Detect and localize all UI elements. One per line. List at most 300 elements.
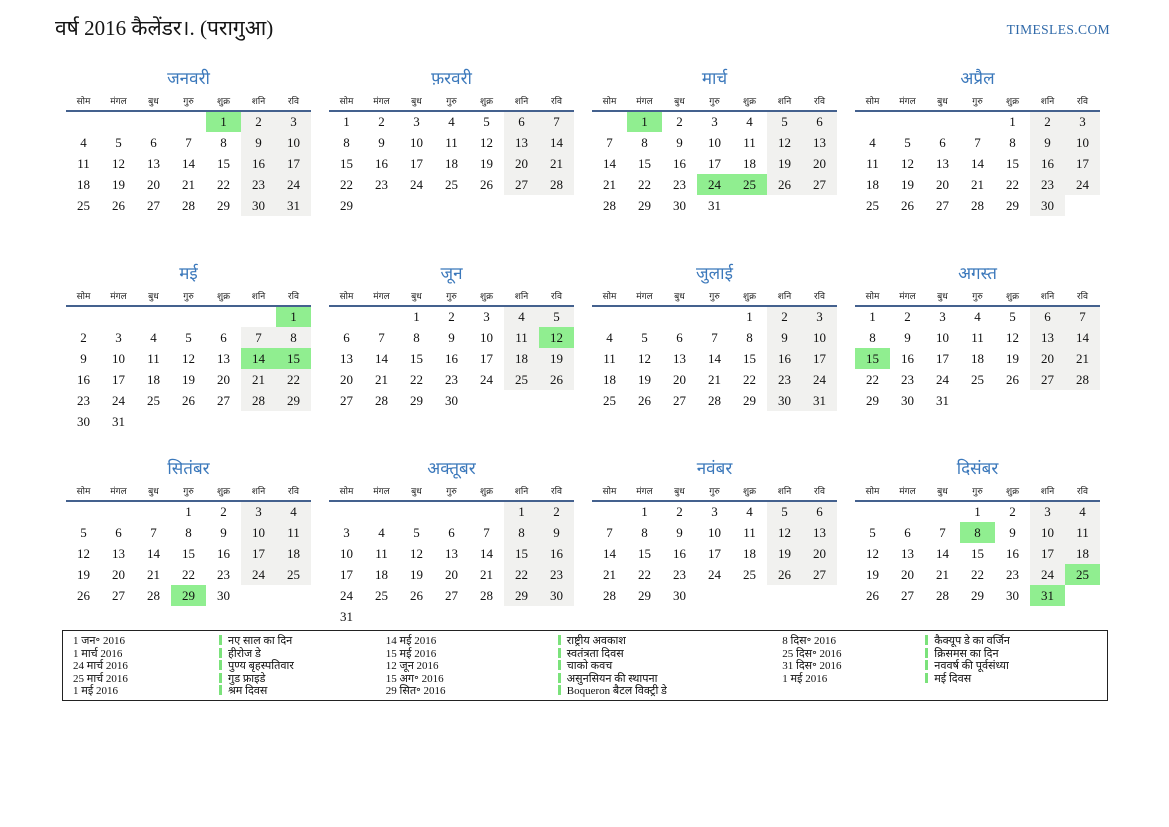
day-cell: 22 bbox=[1006, 176, 1019, 192]
day-cell: 30 bbox=[1006, 587, 1019, 603]
holiday-marker-icon bbox=[219, 635, 222, 645]
empty-cell bbox=[1030, 390, 1065, 411]
day-cell: 21 bbox=[375, 371, 388, 387]
day-cell: 27 bbox=[901, 587, 914, 603]
day-header: गुरु bbox=[171, 289, 206, 306]
month-grid-september bbox=[66, 484, 311, 606]
day-cell: 14 bbox=[480, 545, 493, 561]
day-cell: 21 bbox=[147, 566, 160, 582]
day-cell: 6 bbox=[802, 111, 837, 132]
day-cell: 9 bbox=[80, 350, 87, 366]
day-cell: 11 bbox=[276, 522, 311, 543]
day-cell: 10 bbox=[708, 134, 721, 150]
month-grid-november bbox=[592, 484, 837, 606]
legend-holiday-name: श्रम दिवस bbox=[219, 685, 386, 698]
day-cell: 8 bbox=[641, 134, 648, 150]
day-cell: 5 bbox=[1009, 309, 1016, 324]
day-cell: 16 bbox=[901, 350, 914, 366]
day-cell: 30 bbox=[673, 197, 686, 213]
day-cell: 3 bbox=[241, 501, 276, 522]
day-header: गुरु bbox=[171, 94, 206, 111]
day-cell: 12 bbox=[901, 155, 914, 171]
day-cell: 20 bbox=[217, 371, 230, 387]
day-cell: 13 bbox=[217, 350, 230, 366]
page-title: वर्ष 2016 कैलेंडर।. (परागुआ) bbox=[55, 16, 274, 40]
day-header: बुध bbox=[662, 94, 697, 111]
day-header: गुरु bbox=[960, 484, 995, 501]
day-cell: 30 bbox=[217, 587, 230, 603]
day-cell: 10 bbox=[241, 522, 276, 543]
empty-cell bbox=[136, 501, 171, 522]
day-cell: 20 bbox=[1030, 348, 1065, 369]
day-cell: 20 bbox=[901, 566, 914, 582]
empty-cell bbox=[855, 111, 890, 132]
day-cell: 28 bbox=[147, 587, 160, 603]
day-header: शुक्र bbox=[469, 289, 504, 306]
day-cell: 11 bbox=[866, 155, 879, 171]
holiday-marker-icon bbox=[219, 685, 222, 695]
day-cell: 5 bbox=[904, 134, 911, 150]
empty-cell bbox=[364, 501, 399, 522]
day-header: गुरु bbox=[697, 484, 732, 501]
day-cell: 20 bbox=[504, 153, 539, 174]
day-header: शनि bbox=[1030, 484, 1065, 501]
day-cell: 21 bbox=[182, 176, 195, 192]
day-cell: 27 bbox=[112, 587, 125, 603]
day-cell: 13 bbox=[504, 132, 539, 153]
day-cell: 18 bbox=[445, 155, 458, 171]
day-header: शनि bbox=[241, 94, 276, 111]
day-cell: 6 bbox=[115, 524, 122, 540]
day-header: रवि bbox=[539, 289, 574, 306]
day-cell: 3 bbox=[1065, 111, 1100, 132]
legend-date: 1 जन॰ 2016 bbox=[73, 635, 125, 647]
day-cell: 26 bbox=[901, 197, 914, 213]
holiday-marker-icon bbox=[219, 648, 222, 658]
day-cell: 12 bbox=[410, 545, 423, 561]
day-header: गुरु bbox=[697, 94, 732, 111]
day-cell: 21 bbox=[603, 566, 616, 582]
day-cell: 4 bbox=[80, 134, 87, 150]
empty-cell bbox=[504, 390, 539, 411]
empty-cell bbox=[434, 195, 469, 216]
legend-date: 29 सित॰ 2016 bbox=[385, 685, 446, 698]
day-cell: 17 bbox=[708, 155, 721, 171]
legend-date: 1 मई 2016 bbox=[73, 685, 118, 698]
day-cell: 14 bbox=[1065, 327, 1100, 348]
day-cell: 13 bbox=[802, 522, 837, 543]
holiday-marker-icon bbox=[558, 685, 561, 695]
holiday-marker-icon bbox=[558, 660, 561, 670]
day-cell: 6 bbox=[676, 329, 683, 345]
day-cell: 17 bbox=[340, 566, 353, 582]
legend-holiday-name: राष्ट्रीय अवकाश bbox=[558, 635, 782, 648]
empty-cell bbox=[539, 195, 574, 216]
day-cell: 4 bbox=[150, 329, 157, 345]
month-title: मई bbox=[179, 264, 198, 283]
day-cell: 26 bbox=[866, 587, 879, 603]
day-cell: 12 bbox=[77, 545, 90, 561]
day-cell: 1 bbox=[746, 309, 753, 324]
day-header: बुध bbox=[136, 484, 171, 501]
empty-cell bbox=[960, 111, 995, 132]
day-cell: 18 bbox=[1065, 543, 1100, 564]
month-grid-january bbox=[66, 94, 311, 216]
day-header: सोम bbox=[855, 94, 890, 111]
day-header: शुक्र bbox=[995, 289, 1030, 306]
day-cell: 16 bbox=[767, 348, 802, 369]
day-cell: 11 bbox=[77, 155, 90, 171]
day-header: बुध bbox=[399, 289, 434, 306]
holiday-marker-icon bbox=[219, 673, 222, 683]
day-cell: 22 bbox=[638, 176, 651, 192]
day-header: बुध bbox=[136, 94, 171, 111]
empty-cell bbox=[539, 606, 574, 627]
legend-group-3 bbox=[782, 635, 1097, 700]
day-cell: 4 bbox=[746, 504, 753, 519]
day-cell: 2 bbox=[378, 114, 385, 129]
empty-cell bbox=[469, 390, 504, 411]
legend-entry bbox=[386, 648, 782, 661]
day-header: सोम bbox=[592, 289, 627, 306]
month-november bbox=[592, 456, 837, 641]
day-header: बुध bbox=[662, 289, 697, 306]
day-cell: 26 bbox=[767, 174, 802, 195]
day-header: मंगल bbox=[890, 94, 925, 111]
day-cell: 10 bbox=[276, 132, 311, 153]
day-cell: 28 bbox=[241, 390, 276, 411]
day-cell: 25 bbox=[603, 392, 616, 408]
legend-entry bbox=[73, 673, 386, 686]
day-header: रवि bbox=[802, 289, 837, 306]
day-cell: 18 bbox=[743, 155, 756, 171]
day-cell: 2 bbox=[220, 504, 227, 519]
day-cell: 3 bbox=[413, 114, 420, 129]
day-cell: 8 bbox=[413, 329, 420, 345]
day-cell: 26 bbox=[480, 176, 493, 192]
day-cell: 7 bbox=[974, 134, 981, 150]
day-cell: 6 bbox=[904, 524, 911, 540]
day-cell: 11 bbox=[375, 545, 388, 561]
day-cell: 13 bbox=[112, 545, 125, 561]
empty-cell bbox=[592, 501, 627, 522]
day-cell: 11 bbox=[603, 350, 616, 366]
day-cell: 31 bbox=[1030, 585, 1065, 606]
day-cell: 21 bbox=[971, 176, 984, 192]
empty-cell bbox=[399, 606, 434, 627]
day-header: सोम bbox=[66, 289, 101, 306]
day-cell: 11 bbox=[147, 350, 160, 366]
day-cell: 22 bbox=[217, 176, 230, 192]
day-cell: 2 bbox=[767, 306, 802, 327]
month-grid-october bbox=[329, 484, 574, 627]
day-cell: 28 bbox=[182, 197, 195, 213]
day-cell: 17 bbox=[112, 371, 125, 387]
day-cell: 2 bbox=[1030, 111, 1065, 132]
day-cell: 12 bbox=[480, 134, 493, 150]
day-header: शनि bbox=[241, 289, 276, 306]
day-cell: 3 bbox=[115, 329, 122, 345]
legend-date: 25 दिस॰ 2016 bbox=[782, 647, 842, 660]
day-header: सोम bbox=[66, 94, 101, 111]
day-header: सोम bbox=[329, 289, 364, 306]
day-cell: 13 bbox=[673, 350, 686, 366]
day-cell: 16 bbox=[673, 155, 686, 171]
empty-cell bbox=[504, 606, 539, 627]
empty-cell bbox=[960, 390, 995, 411]
day-cell: 1 bbox=[974, 504, 981, 519]
empty-cell bbox=[1065, 585, 1100, 606]
day-cell: 9 bbox=[904, 329, 911, 345]
day-cell: 1 bbox=[641, 504, 648, 519]
day-cell: 22 bbox=[866, 371, 879, 387]
day-cell: 2 bbox=[539, 501, 574, 522]
day-cell: 23 bbox=[445, 371, 458, 387]
empty-cell bbox=[171, 306, 206, 327]
day-cell: 25 bbox=[445, 176, 458, 192]
day-cell: 19 bbox=[1006, 350, 1019, 366]
legend-holiday-name: पुण्य बृहस्पतिवार bbox=[219, 660, 386, 673]
legend-holiday-name: मई दिवस bbox=[925, 673, 1097, 686]
day-cell: 24 bbox=[708, 566, 721, 582]
day-cell: 10 bbox=[340, 545, 353, 561]
day-cell: 7 bbox=[241, 327, 276, 348]
day-header: बुध bbox=[399, 94, 434, 111]
empty-cell bbox=[241, 306, 276, 327]
empty-cell bbox=[66, 111, 101, 132]
legend-date: 24 मार्च 2016 bbox=[73, 660, 128, 673]
day-header: मंगल bbox=[890, 484, 925, 501]
day-cell: 10 bbox=[708, 524, 721, 540]
day-cell: 29 bbox=[866, 392, 879, 408]
empty-cell bbox=[434, 606, 469, 627]
day-cell: 14 bbox=[241, 348, 276, 369]
day-cell: 27 bbox=[340, 392, 353, 408]
empty-cell bbox=[364, 195, 399, 216]
empty-cell bbox=[697, 306, 732, 327]
day-cell: 28 bbox=[971, 197, 984, 213]
day-header: शुक्र bbox=[732, 484, 767, 501]
day-header: शनि bbox=[504, 484, 539, 501]
day-cell: 27 bbox=[445, 587, 458, 603]
day-cell: 3 bbox=[711, 504, 718, 519]
day-cell: 7 bbox=[483, 524, 490, 540]
day-cell: 14 bbox=[147, 545, 160, 561]
empty-cell bbox=[890, 501, 925, 522]
day-cell: 9 bbox=[1030, 132, 1065, 153]
day-cell: 14 bbox=[539, 132, 574, 153]
day-cell: 18 bbox=[276, 543, 311, 564]
day-cell: 16 bbox=[77, 371, 90, 387]
day-cell: 7 bbox=[711, 329, 718, 345]
day-header: शुक्र bbox=[469, 94, 504, 111]
day-cell: 18 bbox=[147, 371, 160, 387]
empty-cell bbox=[241, 411, 276, 432]
empty-cell bbox=[925, 501, 960, 522]
day-cell: 17 bbox=[1030, 543, 1065, 564]
day-cell: 14 bbox=[375, 350, 388, 366]
month-june bbox=[329, 261, 574, 446]
day-header: गुरु bbox=[697, 289, 732, 306]
day-cell: 29 bbox=[638, 197, 651, 213]
day-cell: 13 bbox=[1030, 327, 1065, 348]
day-cell: 8 bbox=[641, 524, 648, 540]
month-july bbox=[592, 261, 837, 446]
empty-cell bbox=[434, 501, 469, 522]
day-cell: 6 bbox=[504, 111, 539, 132]
day-cell: 5 bbox=[767, 501, 802, 522]
day-cell: 25 bbox=[971, 371, 984, 387]
day-cell: 12 bbox=[866, 545, 879, 561]
day-cell: 13 bbox=[802, 132, 837, 153]
empty-cell bbox=[101, 501, 136, 522]
empty-cell bbox=[1065, 195, 1100, 216]
day-cell: 31 bbox=[276, 195, 311, 216]
empty-cell bbox=[206, 411, 241, 432]
day-cell: 20 bbox=[936, 176, 949, 192]
day-cell: 2 bbox=[1009, 504, 1016, 519]
legend-holiday-name: नववर्ष की पूर्वसंध्या bbox=[925, 660, 1097, 673]
day-cell: 18 bbox=[866, 176, 879, 192]
empty-cell bbox=[364, 306, 399, 327]
empty-cell bbox=[855, 501, 890, 522]
day-cell: 31 bbox=[802, 390, 837, 411]
day-header: शुक्र bbox=[732, 289, 767, 306]
day-cell: 18 bbox=[375, 566, 388, 582]
day-cell: 2 bbox=[241, 111, 276, 132]
legend-holiday-name: Boqueron बैटल विक्ट्री डे bbox=[558, 685, 782, 698]
day-header: शनि bbox=[767, 94, 802, 111]
day-cell: 5 bbox=[80, 524, 87, 540]
day-cell: 16 bbox=[241, 153, 276, 174]
day-cell: 24 bbox=[697, 174, 732, 195]
day-header: रवि bbox=[539, 94, 574, 111]
day-cell: 24 bbox=[802, 369, 837, 390]
day-cell: 4 bbox=[974, 309, 981, 324]
legend-entry bbox=[386, 660, 782, 673]
day-cell: 20 bbox=[112, 566, 125, 582]
day-header: सोम bbox=[855, 484, 890, 501]
day-cell: 19 bbox=[767, 153, 802, 174]
day-cell: 22 bbox=[504, 564, 539, 585]
day-cell: 31 bbox=[340, 608, 353, 624]
month-august bbox=[855, 261, 1100, 446]
day-cell: 25 bbox=[504, 369, 539, 390]
day-cell: 17 bbox=[708, 545, 721, 561]
day-header: शनि bbox=[504, 289, 539, 306]
day-cell: 22 bbox=[276, 369, 311, 390]
day-cell: 17 bbox=[936, 350, 949, 366]
legend-holiday-name: स्वतंत्रता दिवस bbox=[558, 648, 782, 661]
day-header: मंगल bbox=[627, 289, 662, 306]
day-header: सोम bbox=[855, 289, 890, 306]
day-cell: 14 bbox=[971, 155, 984, 171]
day-cell: 15 bbox=[504, 543, 539, 564]
legend-group-1 bbox=[73, 635, 386, 700]
day-cell: 27 bbox=[504, 174, 539, 195]
month-title: जून bbox=[440, 264, 463, 283]
site-link[interactable]: TIMESLES.COM bbox=[1006, 22, 1110, 37]
empty-cell bbox=[697, 585, 732, 606]
month-october bbox=[329, 456, 574, 641]
month-april bbox=[855, 66, 1100, 251]
day-header: रवि bbox=[276, 94, 311, 111]
legend-entry bbox=[782, 648, 1097, 661]
day-cell: 26 bbox=[539, 369, 574, 390]
day-cell: 25 bbox=[77, 197, 90, 213]
holiday-marker-icon bbox=[925, 673, 928, 683]
holiday-marker-icon bbox=[558, 635, 561, 645]
empty-cell bbox=[136, 411, 171, 432]
day-cell: 24 bbox=[276, 174, 311, 195]
empty-cell bbox=[364, 606, 399, 627]
day-header: गुरु bbox=[434, 94, 469, 111]
legend-entry bbox=[73, 648, 386, 661]
month-grid-august bbox=[855, 289, 1100, 411]
day-cell: 26 bbox=[638, 392, 651, 408]
day-cell: 10 bbox=[802, 327, 837, 348]
day-cell: 19 bbox=[767, 543, 802, 564]
day-cell: 4 bbox=[606, 329, 613, 345]
legend-holiday-name: असुनसियन की स्थापना bbox=[558, 673, 782, 686]
day-cell: 30 bbox=[445, 392, 458, 408]
day-cell: 18 bbox=[77, 176, 90, 192]
day-cell: 30 bbox=[901, 392, 914, 408]
day-cell: 8 bbox=[869, 329, 876, 345]
day-cell: 21 bbox=[241, 369, 276, 390]
day-cell: 9 bbox=[1009, 524, 1016, 540]
day-cell: 9 bbox=[448, 329, 455, 345]
empty-cell bbox=[276, 585, 311, 606]
legend-date: 12 जून 2016 bbox=[385, 660, 439, 673]
day-cell: 6 bbox=[1030, 306, 1065, 327]
day-cell: 27 bbox=[802, 564, 837, 585]
empty-cell bbox=[329, 306, 364, 327]
day-cell: 12 bbox=[539, 327, 574, 348]
day-cell: 5 bbox=[869, 524, 876, 540]
day-header: मंगल bbox=[364, 289, 399, 306]
holiday-marker-icon bbox=[925, 660, 928, 670]
month-may bbox=[66, 261, 311, 446]
legend-group-2 bbox=[386, 635, 782, 700]
day-cell: 18 bbox=[504, 348, 539, 369]
empty-cell bbox=[469, 606, 504, 627]
month-grid-may bbox=[66, 289, 311, 432]
day-cell: 9 bbox=[539, 522, 574, 543]
day-cell: 18 bbox=[971, 350, 984, 366]
day-cell: 23 bbox=[539, 564, 574, 585]
empty-cell bbox=[802, 585, 837, 606]
month-december bbox=[855, 456, 1100, 641]
day-cell: 22 bbox=[410, 371, 423, 387]
day-cell: 9 bbox=[767, 327, 802, 348]
day-cell: 8 bbox=[185, 524, 192, 540]
day-cell: 4 bbox=[504, 306, 539, 327]
day-cell: 16 bbox=[375, 155, 388, 171]
day-cell: 9 bbox=[378, 134, 385, 150]
day-cell: 31 bbox=[936, 392, 949, 408]
empty-cell bbox=[66, 306, 101, 327]
day-header: मंगल bbox=[627, 94, 662, 111]
month-title: अगस्त bbox=[958, 264, 997, 283]
day-cell: 25 bbox=[743, 566, 756, 582]
day-cell: 5 bbox=[413, 524, 420, 540]
holiday-marker-icon bbox=[925, 635, 928, 645]
day-cell: 24 bbox=[340, 587, 353, 603]
day-cell: 30 bbox=[539, 585, 574, 606]
day-cell: 8 bbox=[1009, 134, 1016, 150]
day-header: बुध bbox=[662, 484, 697, 501]
